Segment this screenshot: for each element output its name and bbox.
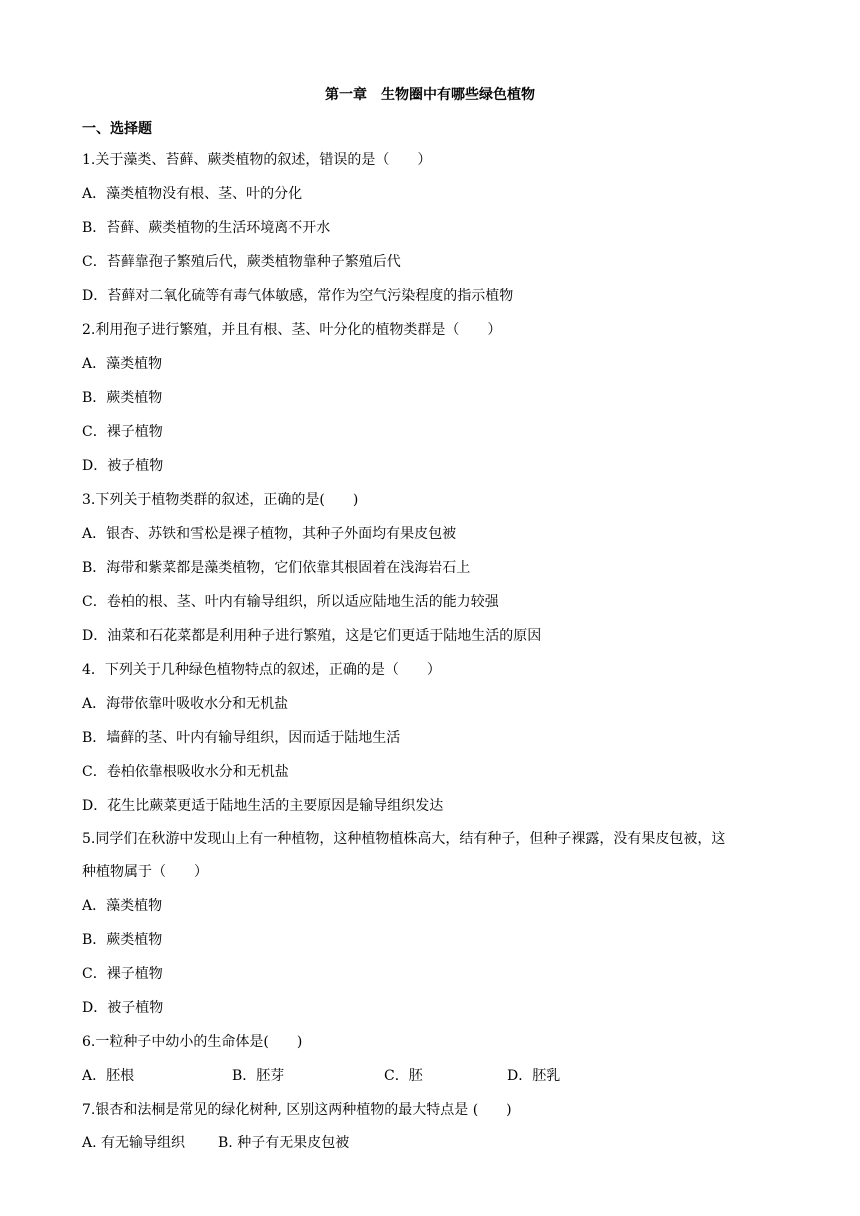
question-stem: 1.关于藻类、苔藓、蕨类植物的叙述，错误的是（ ）: [82, 152, 432, 168]
option-text: A．胚根: [82, 1068, 135, 1084]
option-text: A．银杏、苏铁和雪松是裸子植物，其种子外面均有果皮包被: [82, 526, 457, 542]
option-text: A．藻类植物没有根、茎、叶的分化: [82, 186, 303, 202]
option-row: [82, 1066, 782, 1086]
option-text: B. 种子有无果皮包被: [218, 1135, 350, 1151]
question-stem: 5.同学们在秋游中发现山上有一种植物，这种植物植株高大，结有种子，但种子裸露，没有果皮包被，这: [82, 831, 726, 847]
option-text: B．蕨类植物: [82, 390, 163, 406]
option-text: D．苔藓对二氧化硫等有毒气体敏感，常作为空气污染程度的指示植物: [82, 288, 514, 304]
option-text: A. 有无输导组织: [82, 1135, 186, 1151]
option-text: B．海带和紫菜都是藻类植物，它们依靠其根固着在浅海岩石上: [82, 560, 471, 576]
option-text: C．裸子植物: [82, 966, 163, 982]
option-text: C．裸子植物: [82, 424, 163, 440]
option-text: D．油菜和石花菜都是利用种子进行繁殖，这是它们更适于陆地生活的原因: [82, 628, 542, 644]
option-text: A．藻类植物: [82, 356, 163, 372]
page-title: 第一章 生物圈中有哪些绿色植物: [325, 87, 535, 103]
question-stem: 6.一粒种子中幼小的生命体是( ): [82, 1034, 303, 1050]
option-text: B．胚芽: [232, 1068, 285, 1084]
option-text: C．卷柏依靠根吸收水分和无机盐: [82, 764, 289, 780]
option-text: C．胚: [384, 1068, 423, 1084]
question-stem: 7.银杏和法桐是常见的绿化树种, 区别这两种植物的最大特点是 ( ): [82, 1102, 512, 1118]
question-stem-continued: 种植物属于（ ）: [82, 864, 208, 880]
question-stem: 2.利用孢子进行繁殖，并且有根、茎、叶分化的植物类群是（ ）: [82, 322, 502, 338]
question-stem: 4．下列关于几种绿色植物特点的叙述，正确的是（ ）: [82, 662, 441, 678]
option-text: B．墙藓的茎、叶内有输导组织，因而适于陆地生活: [82, 730, 401, 746]
option-text: B．苔藓、蕨类植物的生活环境离不开水: [82, 220, 331, 236]
option-text: D．胚乳: [507, 1068, 561, 1084]
option-text: C．卷柏的根、茎、叶内有输导组织，所以适应陆地生活的能力较强: [82, 594, 499, 610]
option-text: C．苔藓靠孢子繁殖后代，蕨类植物靠种子繁殖后代: [82, 254, 401, 270]
option-row: [82, 1133, 582, 1153]
option-text: D．花生比蕨菜更适于陆地生活的主要原因是输导组织发达: [82, 798, 444, 814]
option-text: A．藻类植物: [82, 898, 163, 914]
section-heading: 一、选择题: [82, 121, 152, 137]
option-text: D．被子植物: [82, 458, 164, 474]
option-text: D．被子植物: [82, 1000, 164, 1016]
option-text: B．蕨类植物: [82, 932, 163, 948]
question-stem: 3.下列关于植物类群的叙述，正确的是( ): [82, 492, 359, 508]
option-text: A．海带依靠叶吸收水分和无机盐: [82, 696, 289, 712]
